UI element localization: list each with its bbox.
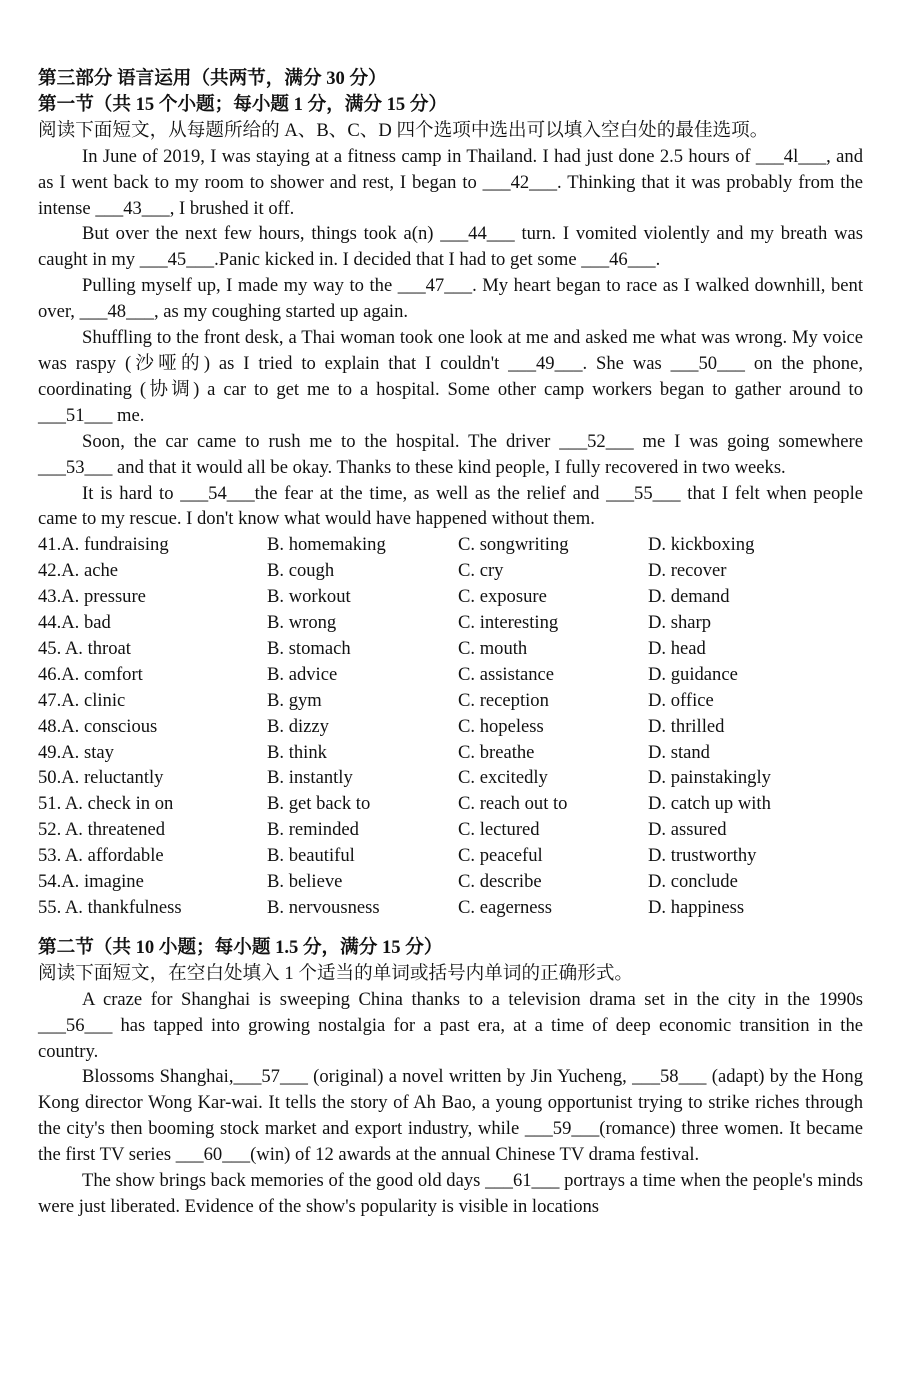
option-row-44 — [38, 610, 863, 636]
option-d: D. trustworthy — [648, 845, 757, 867]
option-c: C. eagerness — [458, 897, 552, 918]
exam-page — [38, 66, 863, 1220]
option-row-41 — [38, 532, 863, 558]
option-d: D. conclude — [648, 871, 738, 893]
option-b: B. beautiful — [267, 845, 355, 867]
option-b: B. gym — [267, 689, 322, 711]
passage2-paragraph: Blossoms Shanghai,___57___ (original) a novel written by Jin Yucheng, ___58___ (adapt) by the Hong Kong director Wong Kar-wai. It tells the story of Ah Bao, a young opportunist trying to strike riches through the city's then booming stock market and export industry, while ___59___(romance) three women. It became the first TV series ___60___(win) of 12 awards at the annual Chinese TV drama festival. — [38, 1066, 863, 1166]
option-d: D. thrilled — [648, 715, 725, 737]
option-a: 49.A. stay — [38, 741, 114, 763]
option-a: 48.A. conscious — [38, 715, 158, 737]
section1-instruction: 阅读下面短文，从每题所给的 A、B、C、D 四个选项中选出可以填入空白处的最佳选项。 — [38, 119, 769, 141]
option-a: 51. A. check in on — [38, 793, 174, 815]
option-row-48 — [38, 714, 863, 740]
option-c: C. reach out to — [458, 793, 568, 815]
option-c: C. peaceful — [458, 845, 543, 867]
option-row-51 — [38, 791, 863, 817]
option-d: D. office — [648, 689, 714, 711]
option-a: 43.A. pressure — [38, 586, 146, 608]
option-c: C. describe — [458, 871, 542, 893]
passage-paragraph: Pulling myself up, I made my way to the ___47___. My heart began to race as I walked downhill, bent over, ___48___, as my coughing started up again. — [38, 275, 863, 323]
option-c: C. assistance — [458, 663, 555, 685]
option-d: D. kickboxing — [648, 534, 755, 556]
option-a: 50.A. reluctantly — [38, 767, 164, 789]
option-c: C. breathe — [458, 741, 535, 763]
option-b: B. instantly — [267, 767, 353, 789]
option-a: 52. A. threatened — [38, 819, 166, 841]
option-b: B. dizzy — [267, 715, 329, 737]
option-b: B. think — [267, 741, 327, 763]
option-b: B. reminded — [267, 819, 359, 841]
option-b: B. wrong — [267, 612, 337, 634]
section1-title: 第一节（共 15 个小题；每小题 1 分，满分 15 分） — [38, 93, 448, 115]
option-c: C. songwriting — [458, 534, 569, 556]
options-list — [38, 532, 863, 921]
option-a: 42.A. ache — [38, 560, 119, 582]
option-row-45 — [38, 636, 863, 662]
option-a: 45. A. throat — [38, 637, 131, 659]
section2-title: 第二节（共 10 小题；每小题 1.5 分，满分 15 分） — [38, 936, 443, 958]
option-row-42 — [38, 558, 863, 584]
option-row-43 — [38, 584, 863, 610]
option-c: C. interesting — [458, 612, 559, 634]
passage2-paragraph: The show brings back memories of the good old days ___61___ portrays a time when the people's minds were just liberated. Evidence of the show's popularity is visible in locations — [38, 1170, 863, 1217]
passage-paragraph: Soon, the car came to rush me to the hospital. The driver ___52___ me I was going somewhere ___53___ and that it would all be okay. Thanks to these kind people, I fully recovered in two weeks. — [38, 430, 863, 478]
section-spacer — [38, 921, 863, 935]
option-row-55 — [38, 895, 863, 921]
option-b: B. homemaking — [267, 534, 386, 556]
option-row-50 — [38, 765, 863, 791]
passage2-paragraph: A craze for Shanghai is sweeping China thanks to a television drama set in the city in the 1990s ___56___ has tapped into growing nostalgia for a past era, at a time of deep economic transition in the country. — [38, 988, 863, 1062]
section2-instruction: 阅读下面短文，在空白处填入 1 个适当的单词或括号内单词的正确形式。 — [38, 962, 634, 984]
option-b: B. nervousness — [267, 897, 380, 918]
option-d: D. recover — [648, 560, 727, 582]
option-d: D. demand — [648, 586, 730, 608]
option-b: B. advice — [267, 663, 338, 685]
passage-paragraph: It is hard to ___54___the fear at the time, as well as the relief and ___55___ that I felt when people came to my rescue. I don't know what would have happened without them. — [38, 482, 863, 530]
option-d: D. head — [648, 637, 706, 659]
option-c: C. exposure — [458, 586, 547, 608]
option-c: C. lectured — [458, 819, 540, 841]
option-d: D. painstakingly — [648, 767, 771, 789]
option-a: 47.A. clinic — [38, 689, 126, 711]
option-d: D. assured — [648, 819, 727, 841]
option-row-47 — [38, 688, 863, 714]
option-row-46 — [38, 662, 863, 688]
passage-paragraph: But over the next few hours, things took a(n) ___44___ turn. I vomited violently and my breath was caught in my ___45___.Panic kicked in. I decided that I had to get some ___46___. — [38, 223, 863, 271]
option-d: D. happiness — [648, 897, 745, 918]
option-b: B. believe — [267, 871, 343, 893]
option-b: B. get back to — [267, 793, 371, 815]
option-d: D. stand — [648, 741, 710, 763]
option-c: C. reception — [458, 689, 549, 711]
part-title: 第三部分 语言运用（共两节，满分 30 分） — [38, 68, 387, 89]
option-b: B. stomach — [267, 637, 351, 659]
option-a: 54.A. imagine — [38, 871, 144, 893]
passage-paragraph: Shuffling to the front desk, a Thai woman took one look at me and asked me what was wrong. My voice was raspy (沙哑的) as I tried to explain that I couldn't ___49___. She was ___50___ on the phone, coordinating (协调) a car to get me to a hospital. Some other camp workers began to gather around to ___51___ me. — [38, 327, 863, 426]
option-b: B. cough — [267, 560, 335, 582]
option-row-49 — [38, 740, 863, 766]
option-c: C. mouth — [458, 637, 528, 659]
option-a: 46.A. comfort — [38, 663, 143, 685]
passage-paragraph: In June of 2019, I was staying at a fitness camp in Thailand. I had just done 2.5 hours of ___4l___, and as I went back to my room to shower and rest, I began to ___42___. Thinking that it was probably from the intense ___43___, I brushed it off. — [38, 145, 863, 219]
option-a: 41.A. fundraising — [38, 534, 169, 556]
option-a: 55. A. thankfulness — [38, 897, 182, 918]
option-a: 53. A. affordable — [38, 845, 164, 867]
option-b: B. workout — [267, 586, 351, 608]
option-a: 44.A. bad — [38, 612, 111, 634]
option-d: D. catch up with — [648, 793, 771, 815]
option-row-54 — [38, 869, 863, 895]
option-row-53 — [38, 843, 863, 869]
option-d: D. sharp — [648, 612, 711, 634]
option-d: D. guidance — [648, 663, 738, 685]
option-row-52 — [38, 817, 863, 843]
option-c: C. excitedly — [458, 767, 548, 789]
option-c: C. cry — [458, 560, 504, 582]
option-c: C. hopeless — [458, 715, 544, 737]
